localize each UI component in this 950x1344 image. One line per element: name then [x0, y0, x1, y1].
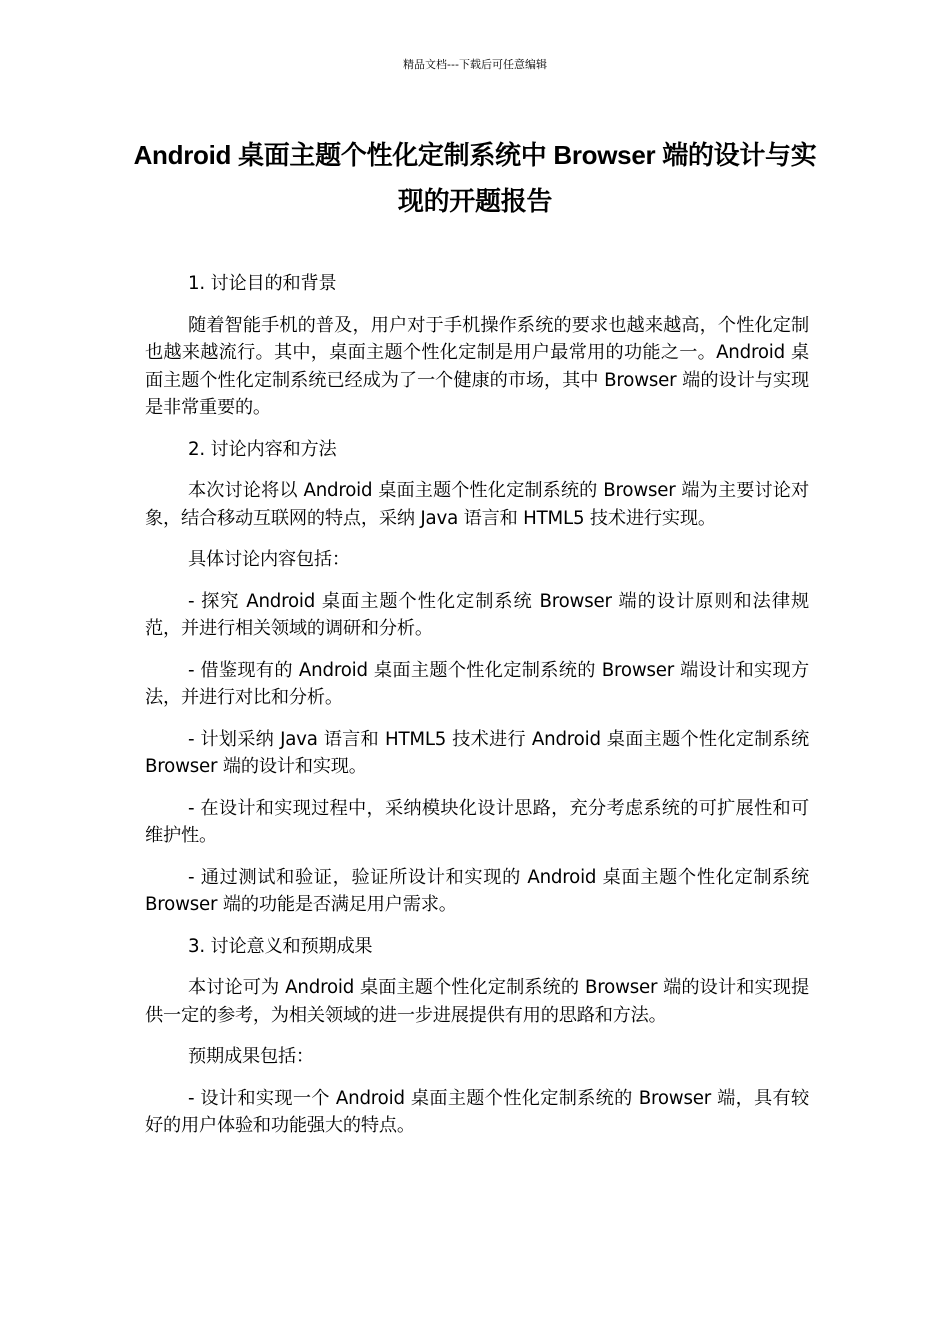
list-item: - 在设计和实现过程中，采纳模块化设计思路，充分考虑系统的可扩展性和可维护性。 [145, 797, 809, 846]
list-item: - 借鉴现有的 Android 桌面主题个性化定制系统的 Browser 端设计和实现方法，并进行对比和分析。 [145, 659, 809, 708]
section-heading-3: 3. 讨论意义和预期成果 [188, 935, 373, 957]
paragraph-background: 随着智能手机的普及，用户对于手机操作系统的要求也越来越高，个性化定制也越来越流行。其中，桌面主题个性化定制是用户最常用的功能之一。Android 桌面主题个性化定制系统已经成为了一个健康的市场，其中 Browser 端的设计与实现是非常重要的。 [145, 314, 809, 418]
section-heading-2: 2. 讨论内容和方法 [188, 438, 337, 460]
document-body [145, 270, 809, 1154]
list-item: - 计划采纳 Java 语言和 HTML5 技术进行 Android 桌面主题个性化定制系统 Browser 端的设计和实现。 [145, 728, 809, 777]
section-heading-1: 1. 讨论目的和背景 [188, 273, 337, 294]
paragraph-methods: 本次讨论将以 Android 桌面主题个性化定制系统的 Browser 端为主要讨论对象，结合移动互联网的特点，采纳 Java 语言和 HTML5 技术进行实现。 [145, 480, 809, 529]
paragraph-significance: 本讨论可为 Android 桌面主题个性化定制系统的 Browser 端的设计和实现提供一定的参考，为相关领域的进一步进展提供有用的思路和方法。 [145, 977, 809, 1026]
document-title: Android 桌面主题个性化定制系统中 Browser 端的设计与实现的开题报告 [133, 140, 817, 216]
list-item: - 探究 Android 桌面主题个性化定制系统 Browser 端的设计原则和法律规范，并进行相关领域的调研和分析。 [145, 590, 809, 639]
list-item: - 通过测试和验证，验证所设计和实现的 Android 桌面主题个性化定制系统 Browser 端的功能是否满足用户需求。 [145, 866, 809, 915]
paragraph-content-intro: 具体讨论内容包括： [188, 549, 350, 570]
list-item: - 设计和实现一个 Android 桌面主题个性化定制系统的 Browser 端，具有较好的用户体验和功能强大的特点。 [145, 1087, 809, 1136]
header-note: 精品文档---下载后可任意编辑 [403, 58, 547, 71]
paragraph-outcomes-intro: 预期成果包括： [188, 1046, 314, 1067]
